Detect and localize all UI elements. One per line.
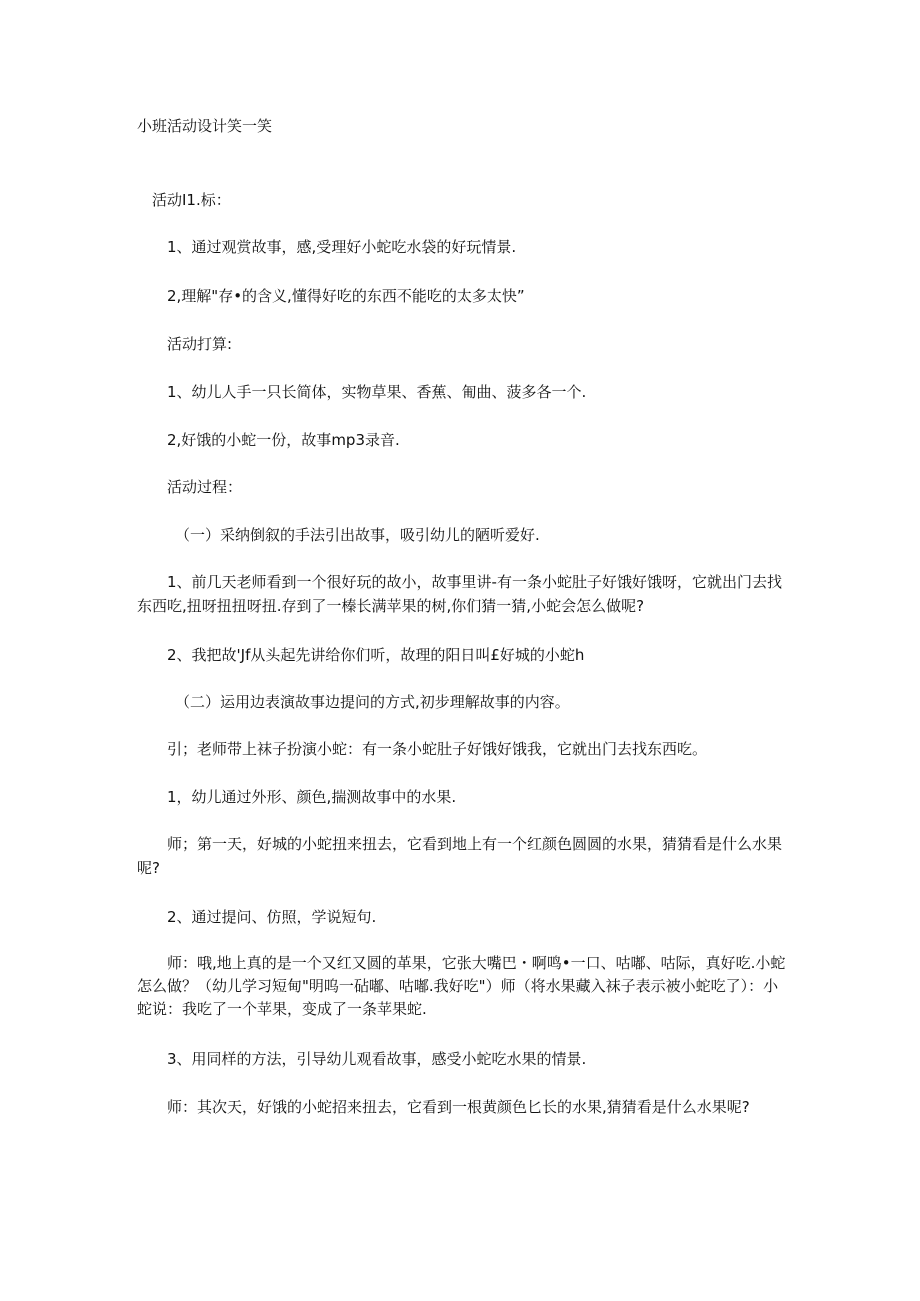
paragraph-teacher-day-1: 师；第一天，好城的小蛇扭来扭去，它看到地上有一个红颜色圆圆的水果，猜猜看是什么水果呢?: [137, 835, 783, 877]
paragraph-section-2: （二）运用边表演故事边提问的方式,初步理解故事的内容。: [175, 693, 570, 711]
paragraph-teacher-day-2: 师：其次天，好饿的小蛇招来扭去，它看到一根黄颜色匕长的水果,猜猜看是什么水果呢?: [167, 1098, 750, 1116]
paragraph-objective-2: 2,理解"存•的含义,懂得好吃的东西不能吃的太多太快”: [167, 287, 525, 305]
paragraph-objectives-heading: 活动I1.标：: [152, 191, 231, 209]
paragraph-step-1-2: 2、我把故'Jf从头起先讲给你们听，故理的阳日叫£好城的小蛇h: [167, 646, 585, 664]
paragraph-step-1-1: 1、前几天老师看到一个很好玩的故小，故事里讲-有一条小蛇肚子好饿好饿呀，它就出门去找东西吃,扭呀扭扭呀扭.存到了一榛长满苹果的树,你们猜一猜,小蛇会怎么做呢?: [137, 573, 782, 615]
paragraph-preparation-heading: 活动打算:: [167, 335, 233, 353]
paragraph-step-2-1: 1，幼儿通过外形、颜色,揣测故事中的水果.: [167, 788, 457, 806]
paragraph-step-2-2: 2、通过提问、仿照，学说短句.: [167, 908, 377, 926]
document-title: 小班活动设计笑一笑: [137, 117, 273, 135]
paragraph-preparation-2: 2,好饿的小蛇一份，故事mp3录音.: [167, 431, 400, 449]
paragraph-preparation-1: 1、幼儿人手一只长简体，实物草果、香蕉、匍曲、菠多各一个.: [167, 383, 587, 401]
paragraph-introduction: 引；老师带上袜子扮演小蛇：有一条小蛇肚子好饿好饿我，它就出门去找东西吃。: [167, 740, 708, 758]
paragraph-objective-1: 1、通过观赏故事，感,受理好小蛇吃水袋的好玩情景.: [167, 238, 517, 256]
paragraph-process-heading: 活动过程：: [167, 478, 243, 496]
paragraph-teacher-apple: 师：哦,地上真的是一个又红又圆的革果，它张大嘴巴・啊鸣•一口、咕嘟、咕际，真好吃.小蛇怎么做？（幼儿学习短甸"明呜一砧嘟、咕嘟.我好吃"）师（将水果藏入袜子表示被小蛇吃了）：小蛇说：我吃了一个苹果，变成了一条苹果蛇.: [137, 954, 786, 1018]
paragraph-section-1: （一）采纳倒叙的手法引出故事，吸引幼儿的陋听爱好.: [175, 526, 540, 544]
paragraph-step-2-3: 3、用同样的方法，引导幼儿观看故事，感受小蛇吃水果的情景.: [167, 1050, 587, 1068]
